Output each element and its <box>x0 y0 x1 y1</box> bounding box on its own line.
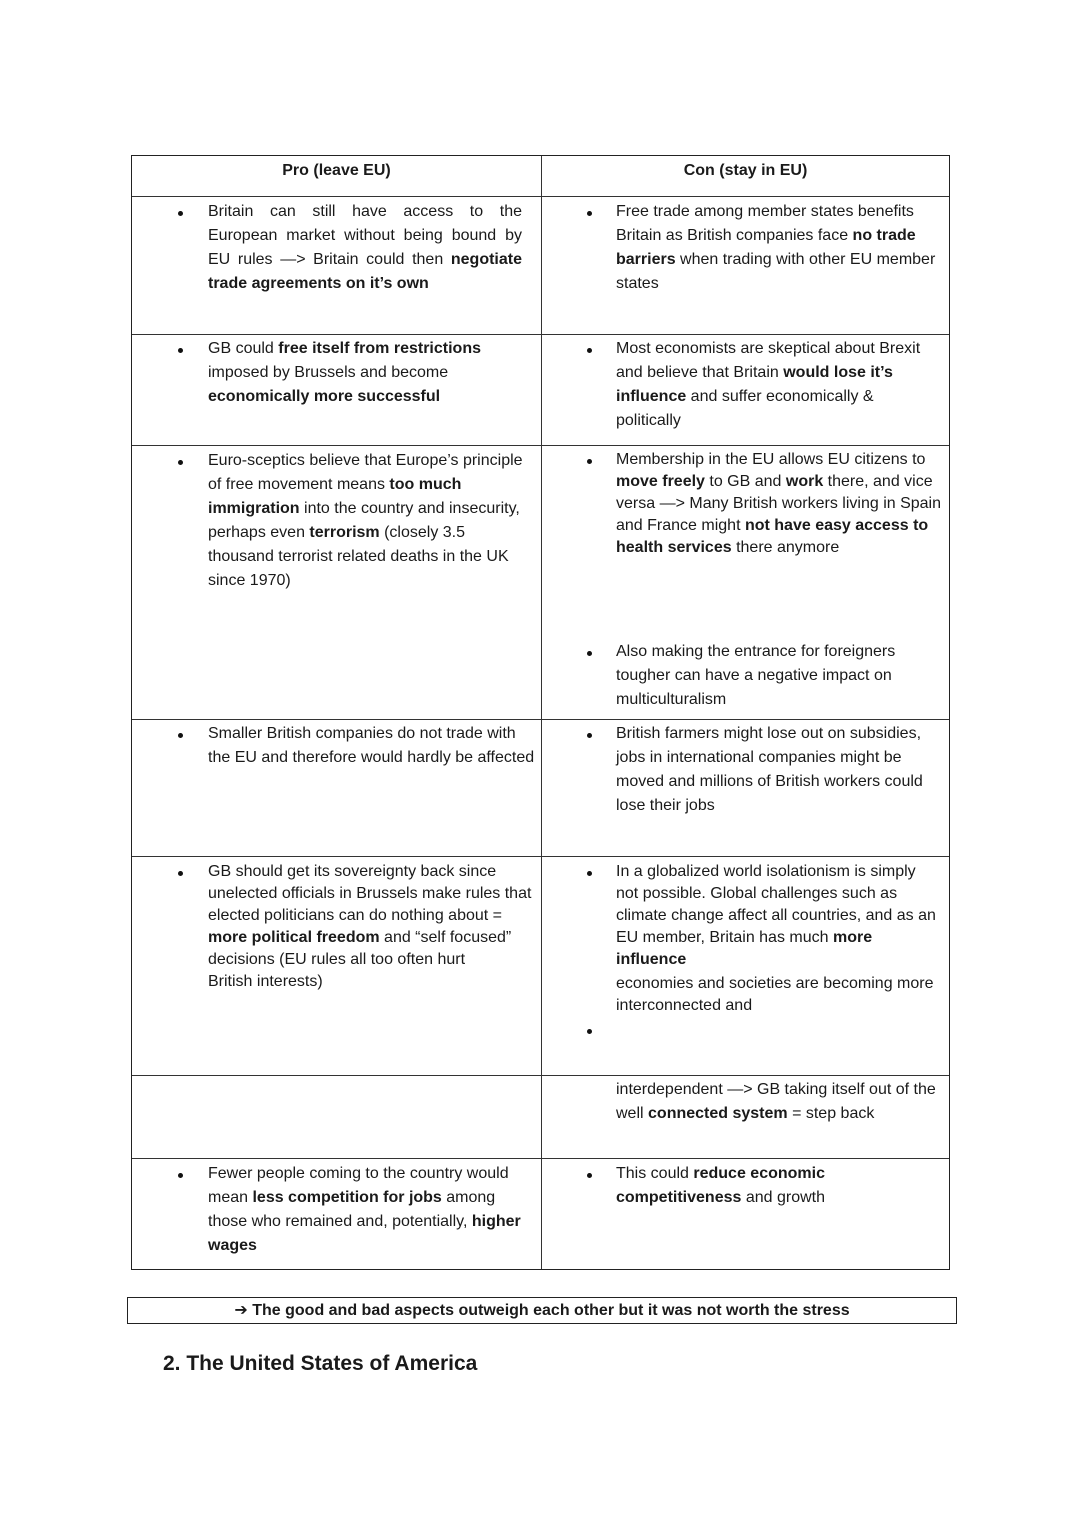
pro-cell: Britain can still have access to the European market without being bound by EU rules —> Britain could then negotiate trade agreements on it’s own <box>208 203 522 292</box>
bold-phrase: would lose it’s influence <box>616 364 893 405</box>
con-cell: This could reduce economic competitiveness and growth <box>616 1165 825 1206</box>
pro-header: Pro (leave EU) <box>282 162 391 179</box>
pro-cell: Fewer people coming to the country would mean less competition for jobs among those who remained and, potentially, higher wages <box>208 1165 521 1254</box>
bullet-icon <box>587 1173 592 1178</box>
bold-phrase: less competition for jobs <box>252 1189 442 1206</box>
row-divider <box>132 1158 949 1159</box>
con-header: Con (stay in EU) <box>683 162 808 179</box>
row-divider <box>132 1075 949 1076</box>
section-heading: 2. The United States of America <box>163 1352 478 1375</box>
bullet-icon <box>587 348 592 353</box>
bullet-icon <box>587 651 592 656</box>
bullet-icon <box>178 871 183 876</box>
conclusion-box: ➔ The good and bad aspects outweigh each other but it was not worth the stress <box>127 1297 957 1324</box>
bullet-icon <box>587 1029 592 1034</box>
pro-con-table <box>131 155 950 1270</box>
pro-cell: GB should get its sovereignty back since unelected officials in Brussels make rules that elected politicians can do nothing about = more political freedom and “self focused” decisions (EU rules all too often hurt British interests) <box>208 863 532 990</box>
bold-phrase: negotiate trade agreements on it’s own <box>208 251 522 292</box>
con-cell: economies and societies are becoming more interconnected and <box>616 975 934 1014</box>
con-cell: Also making the entrance for foreigners tougher can have a negative impact on multiculturalism <box>616 643 896 708</box>
con-cell: Membership in the EU allows EU citizens to move freely to GB and work there, and vice versa —> Many British workers living in Spain and France might not have easy access to health services there anymore <box>616 451 942 556</box>
bullet-icon <box>178 733 183 738</box>
column-divider <box>541 156 542 1269</box>
bold-phrase: higher wages <box>208 1213 521 1254</box>
bold-phrase: too much immigration <box>208 476 462 517</box>
bullet-icon <box>587 871 592 876</box>
bullet-icon <box>178 1173 183 1178</box>
row-divider <box>132 334 949 335</box>
bold-phrase: reduce economic competitiveness <box>616 1165 825 1206</box>
pro-cell: GB could free itself from restrictions imposed by Brussels and become economically more successful <box>208 340 481 405</box>
row-divider <box>132 196 949 197</box>
bold-phrase: move freely <box>616 473 705 490</box>
bold-phrase: work <box>785 473 824 490</box>
bold-phrase: terrorism <box>309 524 380 541</box>
pro-cell: Smaller British companies do not trade with the EU and therefore would hardly be affected <box>208 725 535 766</box>
bullet-icon <box>587 733 592 738</box>
bullet-icon <box>178 460 183 465</box>
bold-phrase: more political freedom <box>208 929 380 946</box>
bullet-icon <box>178 211 183 216</box>
con-cell: interdependent —> GB taking itself out of the well connected system = step back <box>616 1081 936 1122</box>
bullet-icon <box>587 211 592 216</box>
bullet-icon <box>178 348 183 353</box>
bold-phrase: free itself from restrictions <box>278 340 481 357</box>
con-cell: British farmers might lose out on subsidies, jobs in international companies might be moved and millions of British workers could lose their jobs <box>616 725 923 814</box>
bold-phrase: economically more successful <box>208 388 441 405</box>
con-cell: In a globalized world isolationism is simply not possible. Global challenges such as climate change affect all countries, and as an EU member, Britain has much more influence <box>616 863 936 968</box>
con-cell: Free trade among member states benefits Britain as British companies face no trade barriers when trading with other EU member states <box>616 203 936 292</box>
bold-phrase: more influence <box>616 929 873 968</box>
bold-phrase: no trade barriers <box>616 227 916 268</box>
pro-cell: Euro-sceptics believe that Europe’s principle of free movement means too much immigration into the country and insecurity, perhaps even terrorism (closely 3.5 thousand terrorist related deaths in the UK since 1970) <box>208 452 523 589</box>
bold-phrase: not have easy access to health services <box>616 517 929 556</box>
bullet-icon <box>587 459 592 464</box>
row-divider <box>132 445 949 446</box>
con-cell: Most economists are skeptical about Brexit and believe that Britain would lose it’s influence and suffer economically & politically <box>616 340 921 429</box>
row-divider <box>132 719 949 720</box>
row-divider <box>132 856 949 857</box>
bold-phrase: connected system <box>648 1105 788 1122</box>
